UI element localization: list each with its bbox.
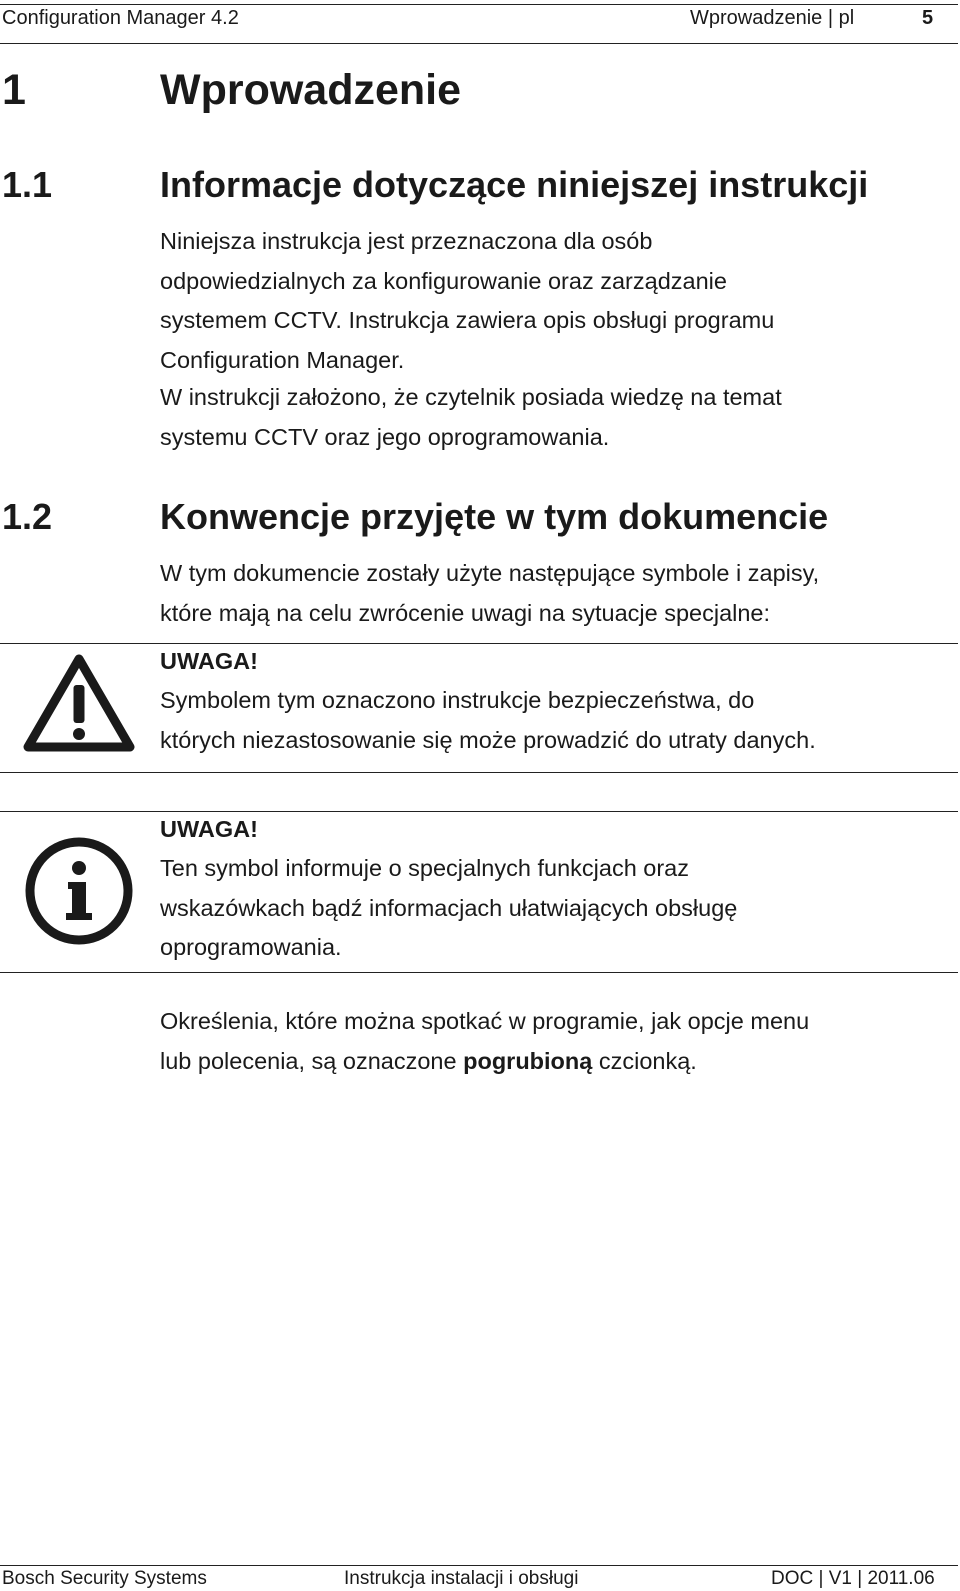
- section-1-2-intro: [160, 554, 955, 633]
- footer-company: Bosch Security Systems: [2, 1568, 207, 1589]
- text-line: Określenia, które można spotkać w programie, jak opcje menu: [160, 1008, 810, 1034]
- text-line: W instrukcji założono, że czytelnik posiada wiedzę na temat: [160, 384, 782, 410]
- warning-top-rule: [0, 643, 958, 644]
- section-1-2-title: Konwencje przyjęte w tym dokumencie: [160, 496, 829, 537]
- info-bottom-rule: [0, 972, 958, 973]
- text-line: wskazówkach bądź informacjach ułatwiających obsługę: [160, 894, 738, 921]
- chapter-number: 1: [2, 66, 26, 114]
- footer-doc-version: DOC | V1 | 2011.06: [771, 1568, 935, 1589]
- header-top-rule: [0, 4, 958, 5]
- section-1-1-paragraph-2: [160, 378, 955, 457]
- chapter-title: Wprowadzenie: [160, 66, 462, 114]
- closing-paragraph: [160, 1002, 955, 1081]
- info-top-rule: [0, 811, 958, 812]
- header-section: Wprowadzenie | pl: [690, 7, 855, 29]
- footer-doc-title: Instrukcja instalacji i obsługi: [344, 1568, 579, 1589]
- warning-label: UWAGA!: [160, 648, 258, 674]
- text-span: lub polecenia, są oznaczone: [160, 1047, 464, 1074]
- warning-bottom-rule: [0, 772, 958, 773]
- text-line: których niezastosowanie się może prowadzić do utraty danych.: [160, 726, 816, 753]
- info-text: [160, 849, 955, 968]
- text-line: Configuration Manager.: [160, 346, 405, 373]
- bold-term: pogrubioną: [463, 1047, 593, 1074]
- warning-triangle-icon: [20, 651, 138, 760]
- text-line: które mają na celu zwrócenie uwagi na sytuacje specjalne:: [160, 599, 771, 626]
- warning-text: [160, 681, 955, 760]
- text-line: systemem CCTV. Instrukcja zawiera opis obsługi programu: [160, 307, 775, 333]
- section-1-1-paragraph-1: [160, 222, 955, 380]
- header-bottom-rule: [0, 43, 958, 44]
- footer-rule: [0, 1565, 958, 1566]
- info-label: UWAGA!: [160, 816, 258, 842]
- header-product: Configuration Manager 4.2: [2, 7, 239, 29]
- header-page-number: 5: [922, 7, 934, 29]
- text-line: Symbolem tym oznaczono instrukcje bezpieczeństwa, do: [160, 687, 755, 713]
- section-1-1-title: Informacje dotyczące niniejszej instrukcji: [160, 164, 869, 205]
- text-span: czcionką.: [592, 1047, 697, 1074]
- section-1-1-number: 1.1: [2, 164, 53, 205]
- text-line: odpowiedzialnych za konfigurowanie oraz zarządzanie: [160, 267, 727, 294]
- text-line: [160, 1042, 955, 1082]
- info-circle-icon: [24, 836, 134, 951]
- section-1-2-number: 1.2: [2, 496, 53, 537]
- text-line: Niniejsza instrukcja jest przeznaczona dla osób: [160, 228, 653, 254]
- text-line: oprogramowania.: [160, 934, 342, 960]
- text-line: systemu CCTV oraz jego oprogramowania.: [160, 423, 610, 450]
- text-line: W tym dokumencie zostały użyte następujące symbole i zapisy,: [160, 560, 820, 586]
- text-line: Ten symbol informuje o specjalnych funkcjach oraz: [160, 855, 690, 881]
